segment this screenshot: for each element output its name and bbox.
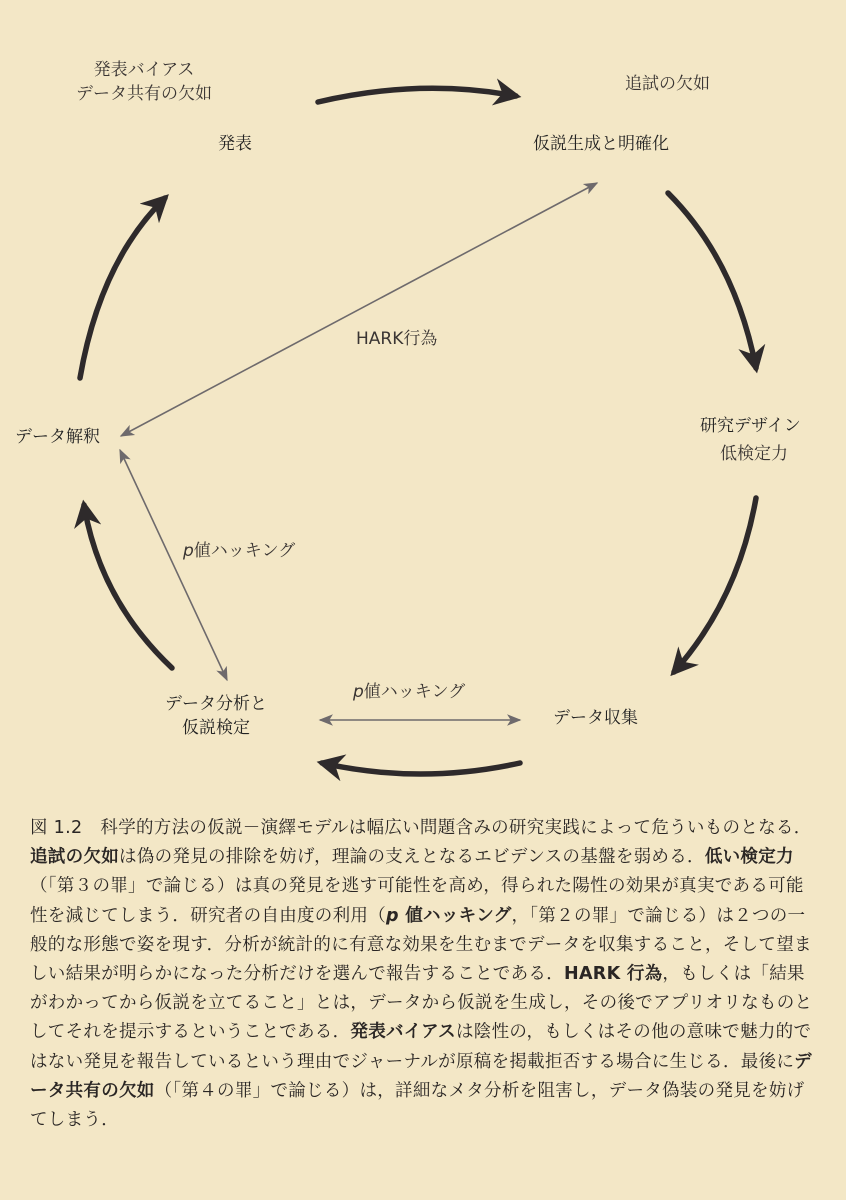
arrow-publish-to-hypothesis [318, 88, 516, 102]
caption-term-harking: HARK 行為 [564, 964, 663, 985]
publication-bias-text: 発表バイアス [93, 60, 195, 80]
caption-sentence-4: ，「第２の罪」で論じる）は２つの一般的な形態で姿を現す．分析が統計的に有意な効果を生むまでデータを収集すること，そして望ましい結果が明らかになった分析だけを選んで報告することである． [30, 905, 812, 985]
harking-arrow [121, 183, 597, 436]
caption-term-data-sharing: データ共有の欠如 [30, 1051, 812, 1101]
harking-label: HARK行為 [356, 329, 438, 349]
p-hacking-text: 値ハッキング [193, 541, 296, 561]
caption-term-low-power: 低い検定力 [704, 847, 794, 868]
caption-sentence-5: ，もしくは「結果がわかってから仮説を立てること」とは，データから仮説を生成し，その後でアプリオリなものとしてそれを提示するということである． [30, 964, 813, 1043]
replication-label: 追試の欠如 [625, 74, 710, 94]
data-sharing-text: データ共有の欠如 [76, 84, 212, 104]
arrow-interpret-to-publish [80, 198, 165, 378]
p-symbol: p [183, 541, 194, 561]
node-analysis-line1: データ分析と [165, 694, 267, 714]
caption-term-p-hacking: 値ハッキング [398, 905, 512, 926]
node-design: 研究デザイン [700, 416, 801, 436]
p-hacking-label-horizontal [353, 680, 465, 704]
caption-sentence-1: 科学的方法の仮説－演繹モデルは幅広い問題含みの研究実践によって危ういものとなる． [100, 818, 812, 838]
arrow-analysis-to-interpret [84, 505, 172, 668]
caption-term-replication: 追試の欠如 [30, 847, 119, 868]
node-analysis-line2: 仮説検定 [182, 718, 250, 738]
node-collect: データ収集 [553, 708, 638, 728]
caption-term-publication-bias: 発表バイアス [350, 1022, 456, 1043]
figure-number: 図 1.2 [30, 818, 83, 838]
p-hacking-text: 値ハッキング [363, 682, 466, 702]
node-hypothesis: 仮説生成と明確化 [533, 134, 669, 154]
p-symbol: p [353, 682, 364, 702]
low-power-label: 低検定力 [720, 444, 788, 464]
node-interpret: データ解釈 [15, 427, 100, 447]
caption-term-p: p [386, 905, 399, 926]
p-hacking-arrow-vertical [120, 450, 227, 680]
caption-sentence-7: （「第４の罪」で論じる）は，詳細なメタ分析を阻害し，データ偽装の発見を妨げてしまう． [30, 1080, 805, 1131]
arrow-collect-to-analysis [322, 763, 520, 774]
arrow-hypothesis-to-design [668, 193, 756, 368]
node-publish: 発表 [218, 134, 252, 154]
publication-bias-label [60, 58, 228, 106]
node-analysis [150, 692, 282, 740]
caption-sentence-6: は陰性の，もしくはその他の意味で魅力的ではない発見を報告しているという理由でジャーナルが原稿を掲載拒否する場合に生じる．最後に [30, 1022, 812, 1072]
figure-caption [30, 814, 816, 1135]
caption-sentence-3: （「第３の罪」で論じる）は真の発見を逃す可能性を高め，得られた陽性の効果が真実である可能性を減じてしまう．研究者の自由度の利用（ [30, 876, 804, 926]
caption-sentence-2: は偽の発見の排除を妨げ，理論の支えとなるエビデンスの基盤を弱める． [119, 847, 705, 868]
arrow-design-to-collect [674, 498, 756, 672]
p-hacking-label-vertical [183, 539, 295, 563]
